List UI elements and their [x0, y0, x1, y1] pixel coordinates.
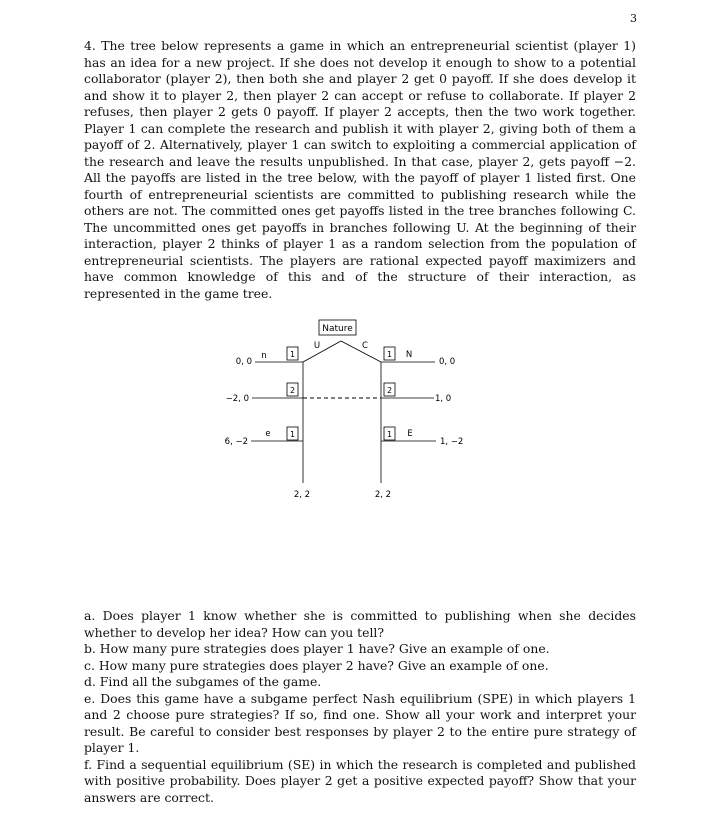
right-e-action: E — [407, 429, 413, 439]
game-tree — [0, 300, 720, 510]
right-p2-payoff: 1, 0 — [435, 394, 452, 404]
question-c: c. How many pure strategies does player 2 have? Give an example of one. — [84, 657, 549, 673]
branch-u-label: U — [313, 341, 321, 351]
left-e-payoff: 6, −2 — [224, 437, 248, 447]
left-p2-label: 2 — [289, 386, 296, 395]
right-p2-label: 2 — [386, 386, 393, 395]
right-n-action: N — [405, 350, 413, 360]
question-d: d. Find all the subgames of the game. — [84, 674, 322, 689]
left-e-action: e — [265, 429, 271, 439]
questions — [84, 608, 636, 806]
right-p1-top-label: 1 — [386, 350, 393, 359]
left-p1-bottom-label: 1 — [289, 430, 296, 439]
right-end-payoff: 2, 2 — [374, 490, 392, 500]
page-number: 3 — [630, 12, 637, 25]
problem-statement: 4. The tree below represents a game in which an entrepreneurial scientist (player 1) has an idea for a new project. If she does not develop it enough to show to a potential collaborator (player 2), then both she and player 2 get 0 payoff. If she does develop it and show it to player 2, then player 2 can accept or refuse to collaborate. If player 2 refuses, then player 2 gets 0 payoff. If player 2 accepts, then the two work together. Player 1 can complete the research and publish it with player 2, giving both of them a payoff of 2. Alternatively, player 1 can switch to exploiting a commercial application of the research and leave the results unpublished. In that case, player 2, gets payoff −2. All the payoffs are listed in the tree below, with the payoff of player 1 listed first. One fourth of entrepreneurial scientists are committed to publishing research while the others are not. The committed ones get payoffs listed in the tree branches following C. The uncommitted ones get payoffs in branches following U. At the beginning of their interaction, player 2 thinks of player 1 as a random selection from the population of entrepreneurial scientists. The players are rational expected payoff maximizers and have common knowledge of this and of the structure of their interaction, as represented in the game tree. — [84, 38, 636, 301]
left-p1-top-label: 1 — [289, 350, 296, 359]
left-p2-payoff: −2, 0 — [225, 394, 249, 404]
branch-u-line — [303, 341, 341, 362]
question-f: f. Find a sequential equilibrium (SE) in which the research is completed and published with positive probability. Does player 2 get a positive expected payoff? Show that your answers are correct. — [84, 756, 636, 805]
question-b: b. How many pure strategies does player 1 have? Give an example of one. — [84, 641, 550, 656]
question-e: e. Does this game have a subgame perfect Nash equilibrium (SPE) in which players 1 and 2 choose pure strategies? If so, find one. Show all your work and interpret your result. Be careful to consider best responses by player 2 to the entire pure strategy of player 1. — [84, 690, 636, 755]
left-n-action: n — [261, 351, 267, 361]
right-n-payoff: 0, 0 — [439, 357, 456, 367]
branch-c-line — [341, 341, 381, 362]
nature-label: Nature — [322, 324, 353, 334]
right-e-payoff: 1, −2 — [440, 437, 464, 447]
right-p1-bottom-label: 1 — [386, 430, 393, 439]
left-end-payoff: 2, 2 — [293, 490, 311, 500]
branch-c-label: C — [362, 341, 368, 351]
question-a: a. Does player 1 know whether she is committed to publishing when she decides whether to develop her idea? How can you tell? — [84, 608, 636, 640]
left-n-payoff: 0, 0 — [235, 357, 252, 367]
